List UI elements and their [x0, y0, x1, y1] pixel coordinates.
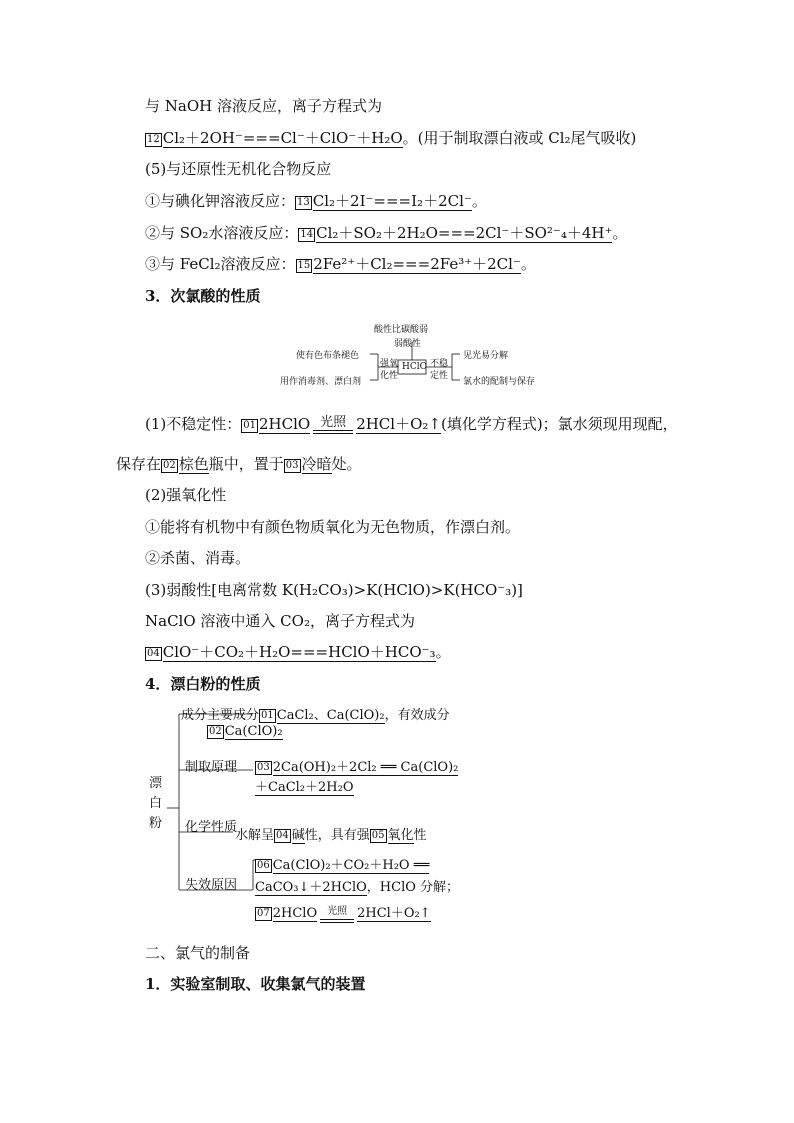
left-mid-2: 化性 — [380, 371, 399, 381]
branch-content: 水解呈 04 碱性，具有强 05 氧化性 — [235, 828, 427, 843]
branch-label: 失效原因 — [185, 878, 238, 893]
branch-content: 主要成分 01 CaCl₂、Ca(ClO)₂，有效成分 — [207, 708, 450, 723]
section-heading: 3．次氯酸的性质 — [145, 287, 261, 305]
text-line: 与 NaOH 溶液反应，离子方程式为 — [145, 97, 382, 115]
top-label-1: 酸性比碳酸弱 — [374, 325, 429, 335]
center-label: HClO — [402, 362, 427, 372]
branch-content: 07 2HClO 光照 2HCl＋O₂↑ — [257, 905, 431, 921]
section-heading: 1．实验室制取、收集氯气的装置 — [145, 975, 366, 993]
answer-number: 13 — [297, 197, 310, 208]
branch-content: ＋CaCl₂＋2H₂O — [255, 780, 354, 795]
section-heading: 二、氯气的制备 — [145, 944, 251, 962]
answer-number: 03 — [285, 460, 299, 471]
equation-line — [145, 253, 536, 275]
left-mid-1: 强氧 — [380, 359, 399, 369]
answer-number: 02 — [163, 460, 176, 471]
answer-equation: 2Fe²⁺＋Cl₂===2Fe³⁺＋2Cl⁻ — [313, 255, 521, 273]
branch-content: 03 2Ca(OH)₂＋2Cl₂ ══ Ca(ClO)₂ — [257, 760, 459, 775]
answer: 冷暗 — [301, 455, 332, 473]
text-line: (3)弱酸性[电离常数 K(H₂CO₃)>K(HClO)>K(HCO⁻₃)] — [145, 581, 523, 599]
branch-label: 化学性质 — [185, 820, 238, 835]
text-line: 保存在 02 棕色瓶中，置于 03 冷暗处。 — [116, 455, 362, 473]
answer-equation-left: 2HClO — [258, 415, 311, 433]
answer-number: 12 — [147, 134, 160, 145]
branch-label: 制取原理 — [185, 760, 238, 775]
right-mid-2: 定性 — [430, 371, 449, 381]
answer-number: 01 — [243, 420, 256, 431]
note: (填化学方程式)；氯水须现用现配， — [440, 415, 678, 433]
branch-content: CaCO₃↓＋2HClO，HClO 分解； — [255, 880, 460, 895]
condition: 光照 — [320, 905, 354, 923]
label: ③与 FeCl₂溶液反应： — [145, 255, 296, 273]
branch-label: 成分 — [181, 708, 208, 723]
label: ②与 SO₂水溶液反应： — [145, 224, 299, 242]
answer-equation-right: 2HCl＋O₂↑ — [356, 415, 441, 433]
root-char-3: 粉 — [149, 816, 163, 831]
condition: 光照 — [313, 416, 353, 434]
answer-equation: ClO⁻＋CO₂＋H₂O===HClO＋HCO⁻₃ — [162, 643, 436, 661]
equation-line — [145, 190, 487, 212]
section-heading: 4．漂白粉的性质 — [145, 675, 261, 693]
left-top: 使有色布条褪色 — [296, 351, 360, 361]
text-line: (2)强氧化性 — [145, 486, 227, 504]
punct: 。 — [520, 255, 536, 273]
text-line: NaClO 溶液中通入 CO₂，离子方程式为 — [145, 612, 415, 630]
root-char-2: 白 — [149, 796, 163, 811]
text-line: (5)与还原性无机化合物反应 — [145, 160, 332, 178]
equation-line — [145, 127, 636, 149]
right-mid-1: 不稳 — [430, 359, 449, 369]
answer-number: 15 — [297, 260, 311, 271]
label: (1)不稳定性： — [145, 415, 242, 433]
punct: 。 — [471, 192, 487, 210]
right-top: 见光易分解 — [463, 351, 509, 361]
label: ①与碘化钾溶液反应： — [145, 192, 296, 210]
bleach-tree — [145, 700, 475, 932]
note: 。(用于制取漂白液或 Cl₂尾气吸收) — [402, 129, 637, 147]
text-line: ②杀菌、消毒。 — [145, 549, 251, 567]
answer-equation: Cl₂＋2OH⁻===Cl⁻＋ClO⁻＋H₂O — [162, 129, 403, 147]
root-char-1: 漂 — [149, 776, 163, 791]
top-label-2: 弱酸性 — [394, 339, 422, 349]
answer-equation: Cl₂＋2I⁻===I₂＋2Cl⁻ — [312, 192, 472, 210]
answer-number: 04 — [147, 648, 160, 659]
answer-number: 14 — [300, 229, 314, 240]
hclo-diagram — [270, 318, 560, 394]
right-bottom: 氯水的配制与保存 — [463, 377, 536, 387]
text-line: ①能将有机物中有颜色物质氧化为无色物质，作漂白剂。 — [145, 518, 521, 536]
equation-line: 04 ClO⁻＋CO₂＋H₂O===HClO＋HCO⁻₃。 — [147, 643, 451, 661]
answer-equation: Cl₂＋SO₂＋2H₂O===2Cl⁻＋SO²⁻₄＋4H⁺ — [316, 224, 613, 242]
punct: 。 — [612, 224, 628, 242]
branch-content: 06 Ca(ClO)₂＋CO₂＋H₂O ══ — [257, 858, 430, 873]
answer: 棕色 — [178, 455, 209, 473]
equation-line — [145, 222, 627, 244]
equation-line — [145, 413, 678, 435]
left-bottom: 用作消毒剂、漂白剂 — [280, 377, 362, 387]
branch-content: 02 Ca(ClO)₂ — [209, 724, 283, 739]
